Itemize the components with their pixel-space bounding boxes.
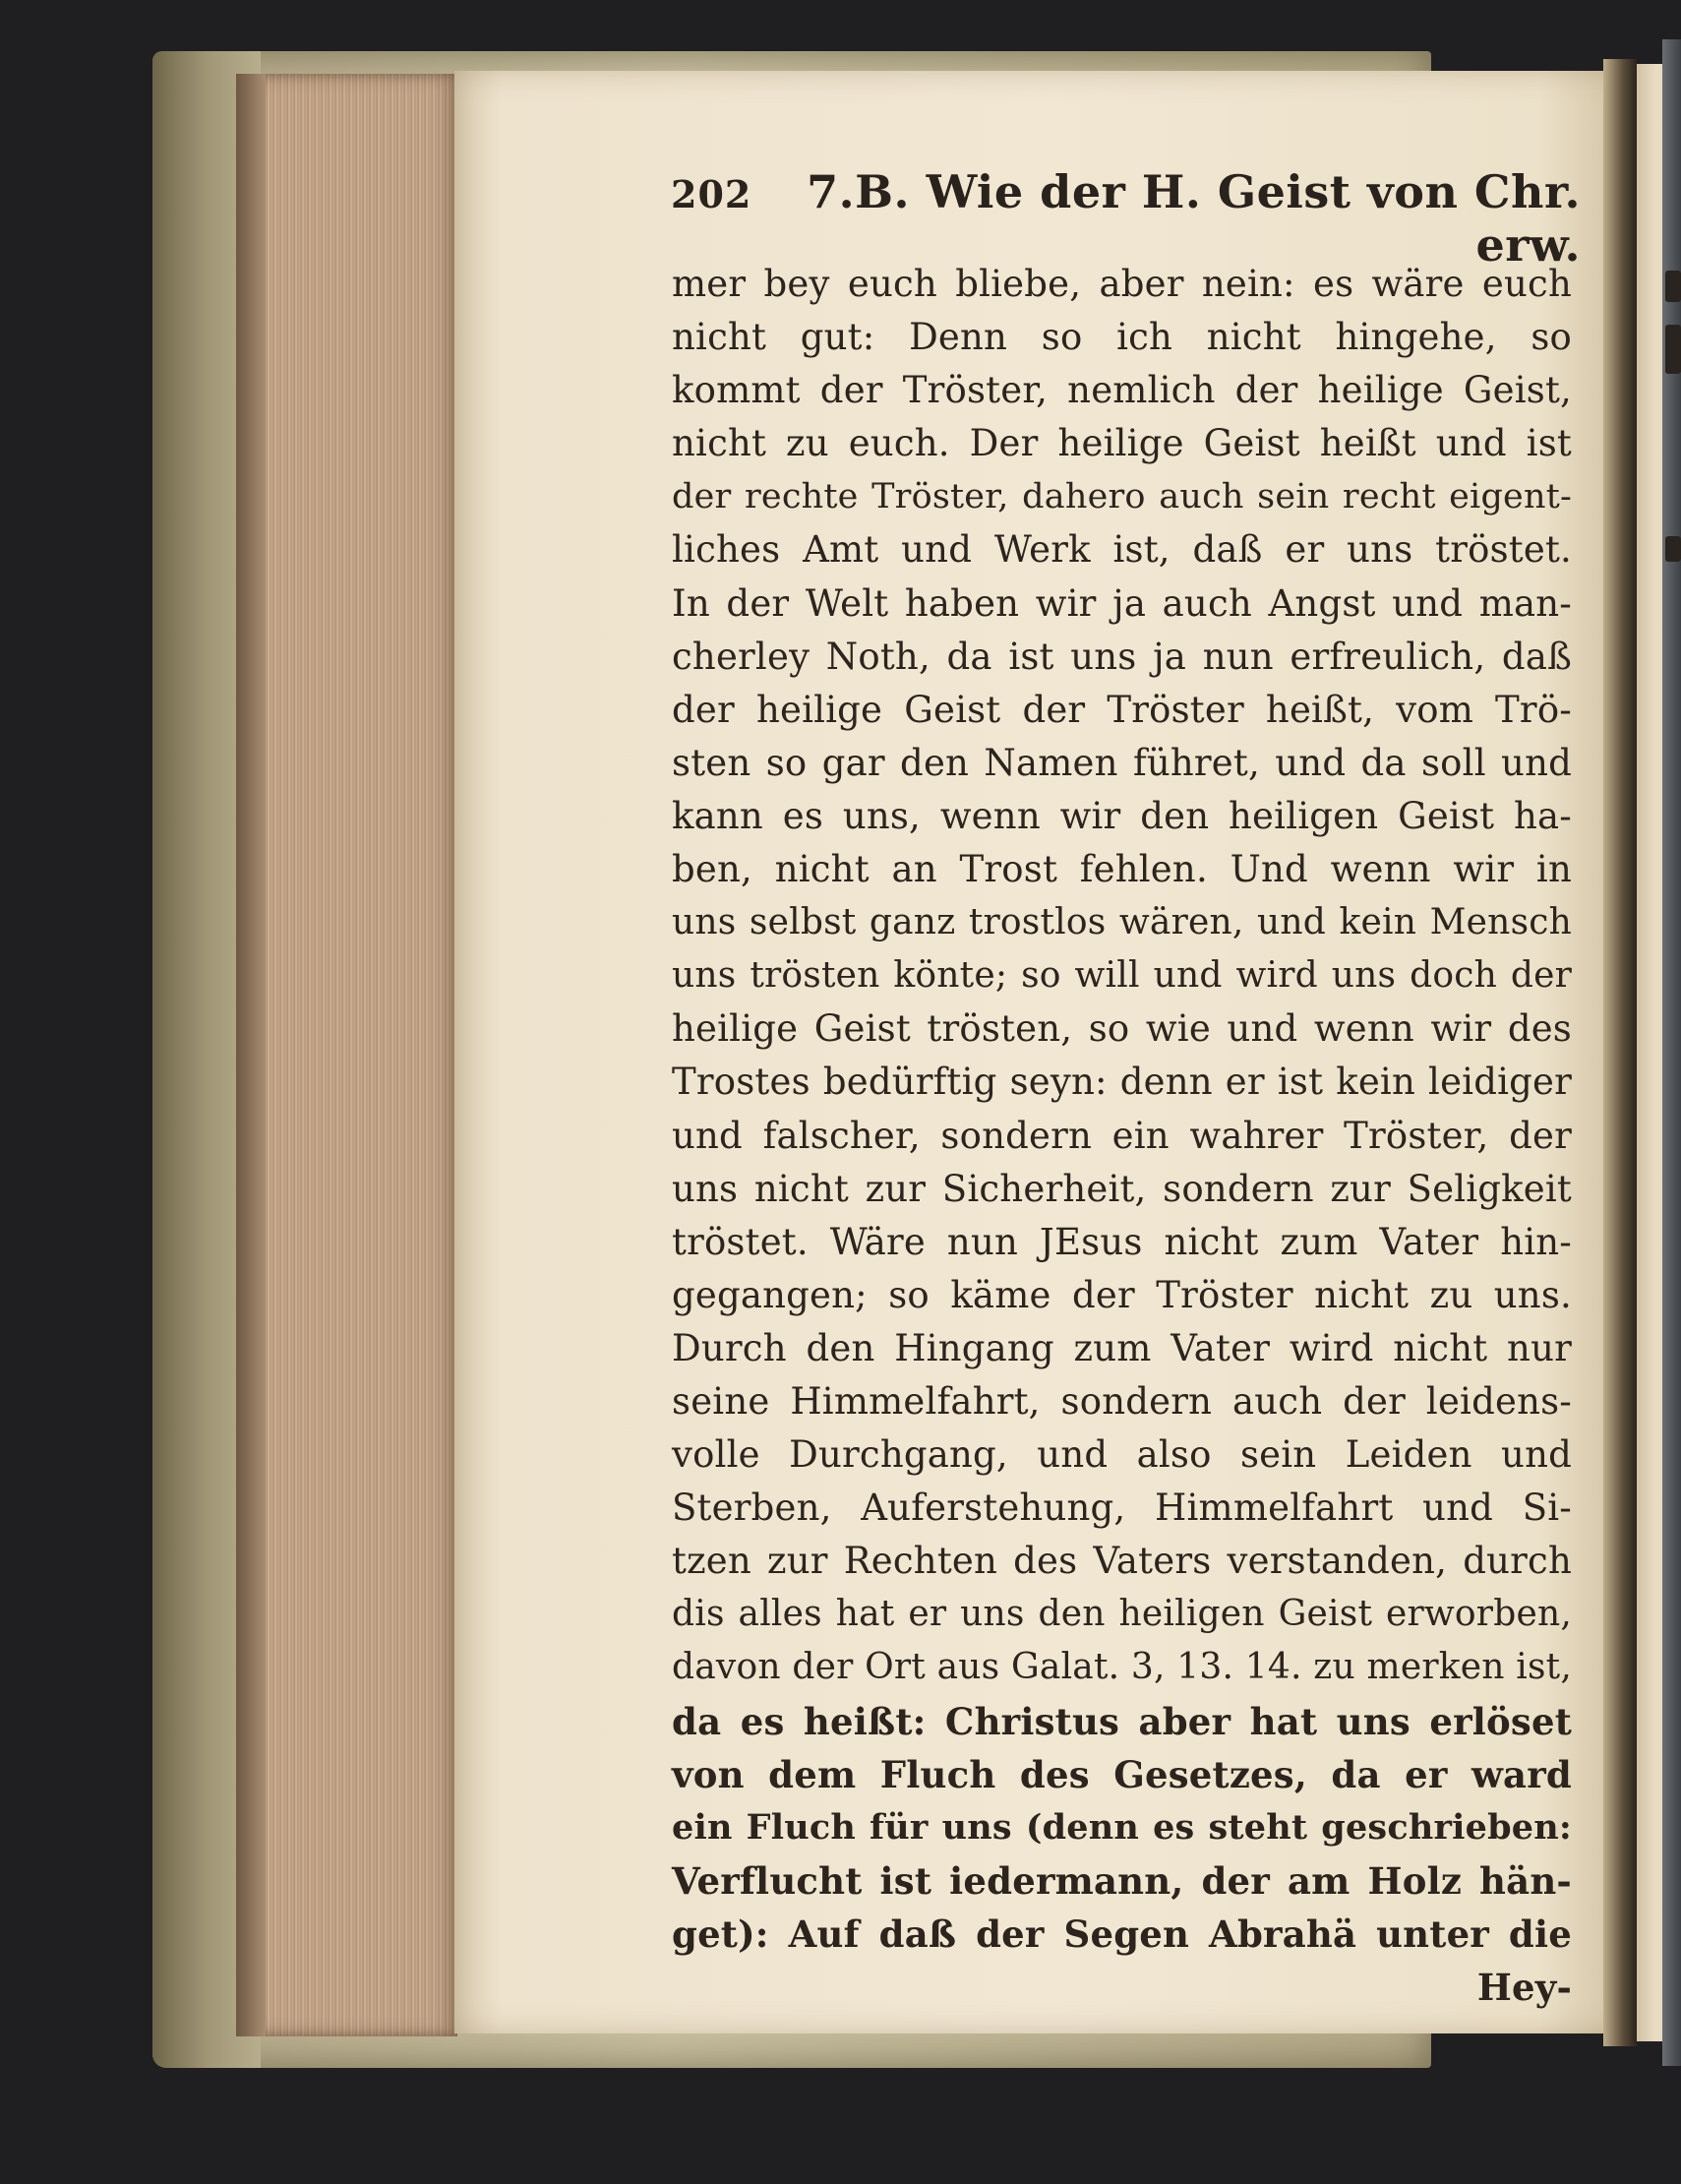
text-line: nicht zu euch. Der heilige Geist heißt und ist — [672, 422, 1572, 465]
text-line: volle Durchgang, und also sein Leiden und — [672, 1433, 1572, 1477]
scripture-quote-line: get): Auf daß der Segen Abrahä unter die — [672, 1911, 1572, 1956]
text-line: seine Himmelfahrt, sondern auch der leidens- — [672, 1379, 1572, 1423]
text-line: uns trösten könte; so will und wird uns doch der — [672, 955, 1572, 997]
text-line: nicht gut: Denn so ich nicht hingehe, so — [672, 316, 1572, 359]
text-line: cherley Noth, da ist uns ja nun erfreulich, daß — [672, 635, 1572, 678]
facing-page-glyph — [1665, 325, 1681, 374]
text-line: tzen zur Rechten des Vaters verstanden, durch — [672, 1540, 1572, 1583]
facing-page-glyph — [1665, 536, 1681, 562]
text-line: der rechte Tröster, dahero auch sein recht eigent- — [672, 477, 1572, 517]
running-head: 7.B. Wie der H. Geist von Chr. erw. — [807, 165, 1581, 272]
text-line: gegangen; so käme der Tröster nicht zu uns. — [672, 1273, 1572, 1316]
scripture-quote-line: von dem Fluch des Gesetzes, da er ward — [672, 1752, 1572, 1796]
text-line: heilige Geist trösten, so wie und wenn wir des — [672, 1007, 1572, 1051]
text-line: Sterben, Auferstehung, Himmelfahrt und Si- — [672, 1486, 1572, 1530]
page-gutter — [1603, 59, 1637, 2046]
scripture-quote-line: da es heißt: Christus aber hat uns erlöset — [672, 1699, 1572, 1743]
scripture-quote-line: Verflucht ist iedermann, der am Holz hän- — [672, 1858, 1572, 1903]
text-line: sten so gar den Namen führet, und da soll und — [672, 741, 1572, 784]
page-edges — [236, 74, 457, 2036]
text-line: Trostes bedürftig seyn: denn er ist kein leidiger — [672, 1061, 1572, 1104]
text-line: der heilige Geist der Tröster heißt, vom Trö- — [672, 688, 1572, 731]
text-line: davon der Ort aus Galat. 3, 13. 14. zu merken ist, — [672, 1647, 1572, 1688]
text-line: dis alles hat er uns den heiligen Geist erworben, — [672, 1594, 1572, 1635]
scripture-quote-line: ein Fluch für uns (denn es steht geschrieben: — [672, 1806, 1572, 1848]
text-line: uns selbst ganz trostlos wären, und kein Mensch — [672, 902, 1572, 943]
text-line: kommt der Tröster, nemlich der heilige Geist, — [672, 369, 1572, 412]
text-line: ben, nicht an Trost fehlen. Und wenn wir in — [672, 848, 1572, 891]
page-number: 202 — [671, 172, 752, 216]
text-line: uns nicht zur Sicherheit, sondern zur Seligkeit — [672, 1167, 1572, 1210]
text-line: und falscher, sondern ein wahrer Tröster, der — [672, 1114, 1572, 1157]
text-line: kann es uns, wenn wir den heiligen Geist ha- — [672, 794, 1572, 837]
facing-page-glyph — [1665, 271, 1681, 302]
text-line: In der Welt haben wir ja auch Angst und man- — [672, 581, 1572, 625]
text-line: Durch den Hingang zum Vater wird nicht nur — [672, 1326, 1572, 1369]
catchword: Hey- — [1476, 1966, 1572, 2009]
page-edges-shadow — [236, 74, 266, 2036]
text-line: liches Amt und Werk ist, daß er uns tröstet. — [672, 528, 1572, 572]
text-line: mer bey euch bliebe, aber nein: es wäre euch — [672, 263, 1572, 305]
text-line: tröstet. Wäre nun JEsus nicht zum Vater hin- — [672, 1220, 1572, 1263]
body-text — [672, 258, 1572, 2014]
page-header — [671, 165, 1581, 272]
